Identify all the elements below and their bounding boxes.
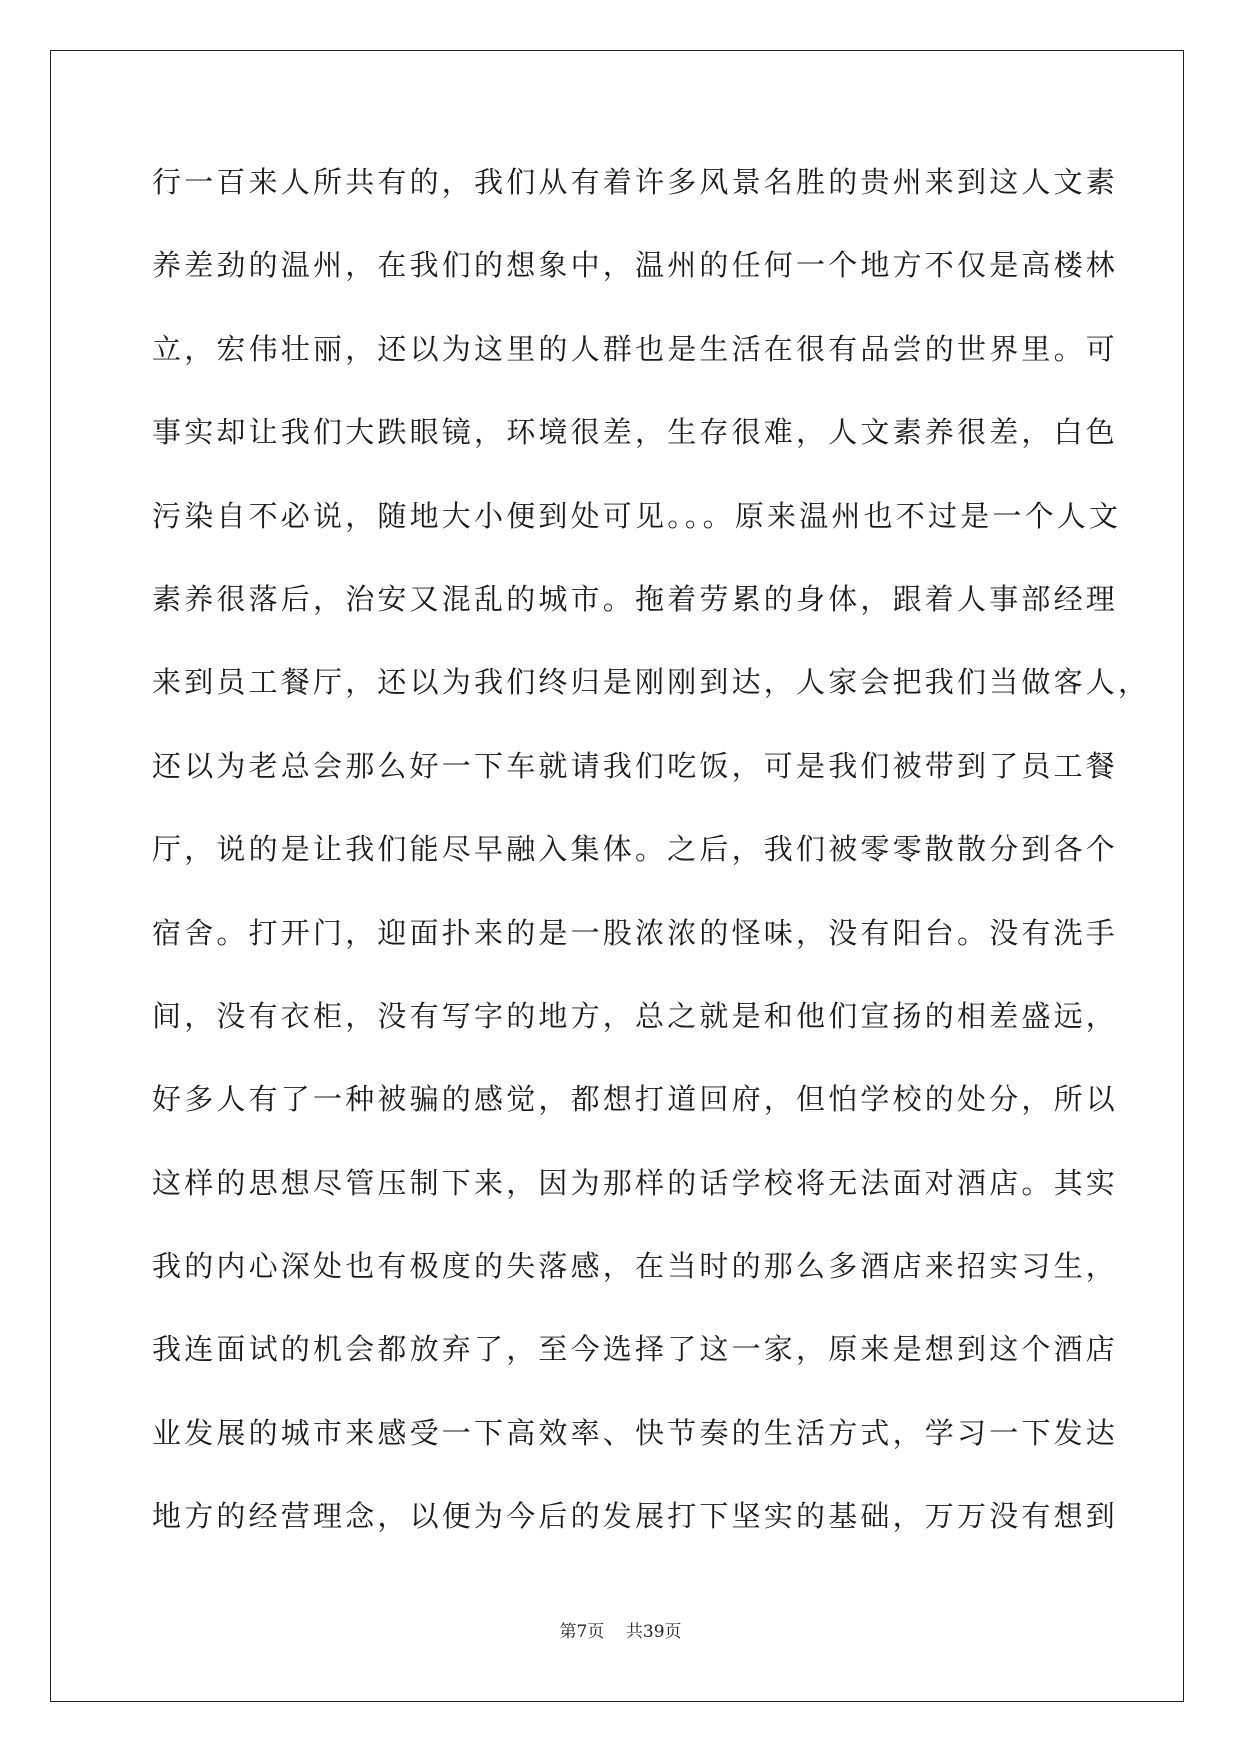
- page-footer: [0, 1621, 1241, 1643]
- text-line: 业发展的城市来感受一下高效率、快节奏的生活方式，学习一下发达: [152, 1415, 1119, 1450]
- text-line: 厅，说的是让我们能尽早融入集体。之后，我们被零零散散分到各个: [152, 832, 1119, 867]
- page-total: 共39页: [625, 1622, 682, 1642]
- text-line: 这样的思想尽管压制下来，因为那样的话学校将无法面对酒店。其实: [152, 1165, 1119, 1200]
- page-number: 第7页: [559, 1622, 605, 1642]
- text-line: 行一百来人所共有的，我们从有着许多风景名胜的贵州来到这人文素: [152, 165, 1119, 199]
- text-line: 素养很落后，治安又混乱的城市。拖着劳累的身体，跟着人事部经理: [152, 581, 1119, 616]
- text-line: 还以为老总会那么好一下车就请我们吃饭，可是我们被带到了员工餐: [152, 748, 1119, 783]
- document-body: [152, 163, 1151, 1581]
- text-line: 好多人有了一种被骗的感觉，都想打道回府，但怕学校的处分，所以: [152, 1082, 1119, 1117]
- text-line: 宿舍。打开门，迎面扑来的是一股浓浓的怪味，没有阳台。没有洗手: [152, 915, 1119, 950]
- text-line: 地方的经营理念，以便为今后的发展打下坚实的基础，万万没有想到: [152, 1499, 1119, 1534]
- text-line: 污染自不必说，随地大小便到处可见。。。原来温州也不过是一个人文: [152, 498, 1122, 533]
- text-line: 我的内心深处也有极度的失落感，在当时的那么多酒店来招实习生，: [152, 1249, 1119, 1284]
- text-line: 养差劲的温州，在我们的想象中，温州的任何一个地方不仅是高楼林: [152, 248, 1119, 283]
- text-line: 立，宏伟壮丽，还以为这里的人群也是生活在很有品尝的世界里。可: [152, 331, 1119, 366]
- text-line: 我连面试的机会都放弃了，至今选择了这一家，原来是想到这个酒店: [152, 1332, 1119, 1367]
- text-line: 间，没有衣柜，没有写字的地方，总之就是和他们宣扬的相差盛远，: [152, 998, 1119, 1033]
- text-line: 来到员工餐厅，还以为我们终归是刚刚到达，人家会把我们当做客人，: [152, 665, 1151, 700]
- text-line: 事实却让我们大跌眼镜，环境很差，生存很难，人文素养很差，白色: [152, 415, 1119, 450]
